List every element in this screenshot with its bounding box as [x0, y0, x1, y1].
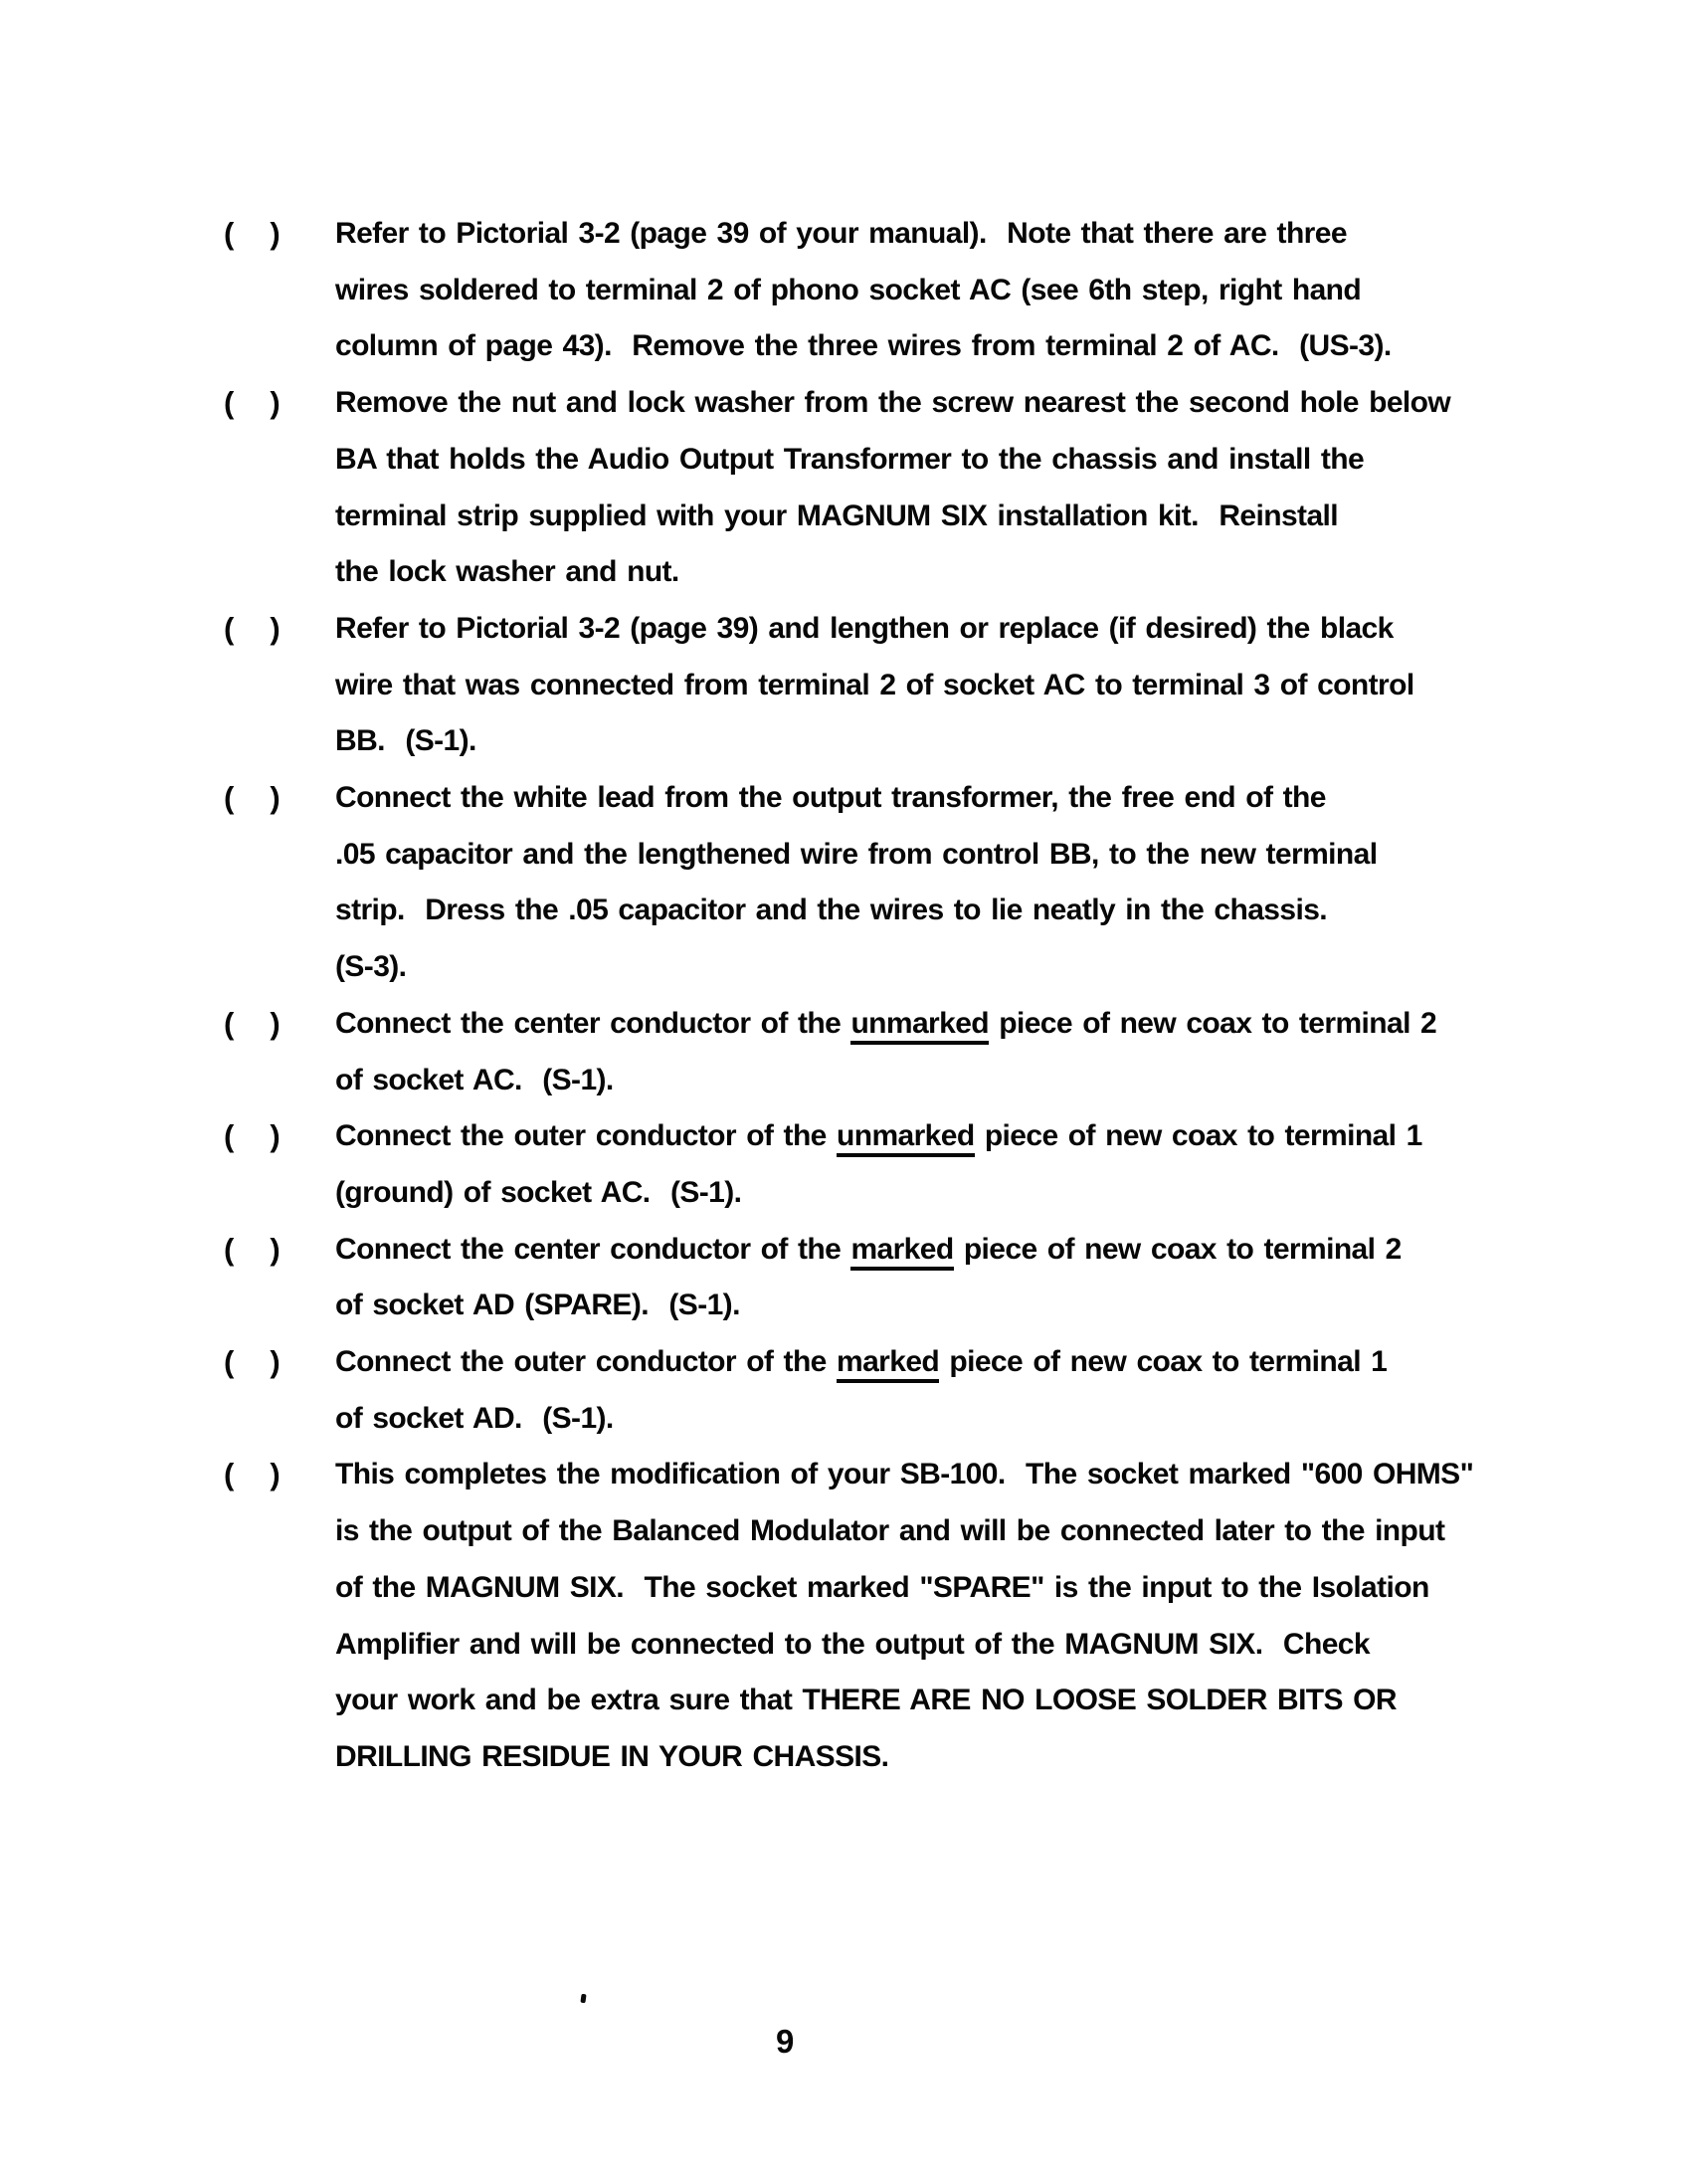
text-line [335, 770, 1577, 827]
text-segment: Remove the nut and lock washer from the screw nearest the second hole below [335, 386, 1451, 420]
text-line [335, 883, 1577, 939]
text-line [335, 827, 1577, 884]
text-line [335, 1278, 1577, 1334]
text-line [335, 1108, 1577, 1165]
underlined-word: unmarked [850, 1007, 989, 1045]
checkbox-blank [224, 1447, 335, 1503]
text-line [335, 375, 1577, 432]
text-line [335, 601, 1577, 658]
text-line [335, 489, 1577, 545]
text-segment: piece of new coax to terminal 1 [939, 1345, 1388, 1379]
text-line [335, 1729, 1577, 1786]
text-line [335, 1334, 1577, 1391]
text-segment: terminal strip supplied with your MAGNUM SIX installation kit. Reinstall [335, 498, 1338, 532]
checklist-step [224, 996, 1577, 1108]
checkbox-gap [234, 1108, 270, 1165]
text-line [335, 432, 1577, 489]
underlined-word: unmarked [837, 1119, 975, 1157]
step-text [335, 1447, 1577, 1785]
open-paren: ( [224, 1231, 235, 1267]
text-segment: BB. (S-1). [335, 724, 476, 758]
checklist-step [224, 1222, 1577, 1334]
text-segment: Connect the center conductor of the [335, 1006, 851, 1040]
checkbox-blank [224, 1108, 335, 1165]
text-segment: DRILLING RESIDUE IN YOUR CHASSIS. [335, 1739, 889, 1773]
text-segment: the lock washer and nut. [335, 555, 679, 589]
checklist-step [224, 1334, 1577, 1447]
text-segment: Refer to Pictorial 3-2 (page 39 of your manual). Note that there are three [335, 217, 1347, 250]
step-text [335, 770, 1577, 996]
open-paren: ( [224, 780, 235, 816]
checkbox-blank [224, 1334, 335, 1391]
open-paren: ( [224, 1005, 235, 1041]
close-paren: ) [270, 610, 281, 646]
page-number: 9 [776, 2023, 795, 2060]
checklist-step [224, 1447, 1577, 1785]
checkbox-gap [234, 206, 270, 263]
open-paren: ( [224, 1118, 235, 1154]
text-segment: Connect the white lead from the output transformer, the free end of the [335, 781, 1326, 815]
close-paren: ) [270, 780, 281, 816]
step-text [335, 1108, 1577, 1221]
checklist-step [224, 770, 1577, 996]
step-text [335, 375, 1577, 601]
close-paren: ) [270, 1118, 281, 1154]
step-text [335, 601, 1577, 770]
text-segment: BA that holds the Audio Output Transformer to the chassis and install the [335, 442, 1365, 476]
text-segment: Connect the center conductor of the [335, 1232, 851, 1266]
open-paren: ( [224, 1344, 235, 1380]
open-paren: ( [224, 216, 235, 251]
text-segment: .05 capacitor and the lengthened wire from control BB, to the new terminal [335, 837, 1378, 871]
checkbox-gap [234, 601, 270, 658]
checklist-steps [224, 206, 1577, 1786]
text-segment: of socket AD. (S-1). [335, 1401, 614, 1435]
text-line [335, 263, 1577, 319]
checkbox-gap [234, 1334, 270, 1391]
underlined-word: marked [837, 1345, 939, 1383]
open-paren: ( [224, 1457, 235, 1492]
checklist-step [224, 601, 1577, 770]
close-paren: ) [270, 216, 281, 251]
step-text [335, 1222, 1577, 1334]
text-line [335, 1447, 1577, 1503]
text-segment: This completes the modification of your SB-100. The socket marked "600 OHMS" [335, 1458, 1474, 1491]
open-paren: ( [224, 385, 235, 421]
text-line [335, 1391, 1577, 1448]
checkbox-blank [224, 1222, 335, 1279]
checkbox-gap [234, 375, 270, 432]
text-line [335, 1673, 1577, 1729]
text-line [335, 658, 1577, 714]
text-line [335, 939, 1577, 996]
text-segment: your work and be extra sure that THERE ARE NO LOOSE SOLDER BITS OR [335, 1684, 1397, 1717]
checklist-step [224, 375, 1577, 601]
text-line [335, 1165, 1577, 1222]
checkbox-blank [224, 601, 335, 658]
checkbox-gap [234, 1222, 270, 1279]
text-segment: of the MAGNUM SIX. The socket marked "SPARE" is the input to the Isolation [335, 1570, 1429, 1604]
checkbox-blank [224, 770, 335, 827]
close-paren: ) [270, 1231, 281, 1267]
text-line [335, 1560, 1577, 1617]
text-segment: (ground) of socket AC. (S-1). [335, 1175, 742, 1209]
text-segment: wires soldered to terminal 2 of phono socket AC (see 6th step, right hand [335, 273, 1362, 306]
text-segment: of socket AD (SPARE). (S-1). [335, 1289, 740, 1322]
text-line [335, 1053, 1577, 1109]
text-segment: Connect the outer conductor of the [335, 1119, 837, 1153]
step-text [335, 206, 1577, 375]
text-line [335, 318, 1577, 375]
close-paren: ) [270, 1457, 281, 1492]
text-segment: Amplifier and will be connected to the output of the MAGNUM SIX. Check [335, 1627, 1370, 1661]
text-segment: (S-3). [335, 950, 407, 984]
open-paren: ( [224, 610, 235, 646]
checkbox-blank [224, 375, 335, 432]
text-segment: Refer to Pictorial 3-2 (page 39) and lengthen or replace (if desired) the black [335, 611, 1394, 645]
text-line [335, 206, 1577, 263]
text-segment: strip. Dress the .05 capacitor and the wires to lie neatly in the chassis. [335, 893, 1328, 927]
text-segment: of socket AC. (S-1). [335, 1063, 614, 1096]
checkbox-blank [224, 996, 335, 1053]
checklist-step [224, 1108, 1577, 1221]
text-segment: piece of new coax to terminal 2 [953, 1232, 1402, 1266]
close-paren: ) [270, 385, 281, 421]
text-segment: column of page 43). Remove the three wires from terminal 2 of AC. (US-3). [335, 329, 1392, 363]
text-line [335, 1617, 1577, 1674]
text-segment: piece of new coax to terminal 2 [989, 1006, 1437, 1040]
text-line [335, 1222, 1577, 1279]
underlined-word: marked [850, 1233, 953, 1271]
text-segment: piece of new coax to terminal 1 [974, 1119, 1422, 1153]
checkbox-gap [234, 1447, 270, 1503]
checkbox-blank [224, 206, 335, 263]
text-line [335, 713, 1577, 770]
scan-speck [580, 1994, 586, 2004]
text-line [335, 996, 1577, 1053]
step-text [335, 996, 1577, 1108]
checklist-step [224, 206, 1577, 375]
checkbox-gap [234, 770, 270, 827]
text-line [335, 1503, 1577, 1560]
close-paren: ) [270, 1005, 281, 1041]
text-line [335, 544, 1577, 601]
text-segment: wire that was connected from terminal 2 of socket AC to terminal 3 of control [335, 668, 1414, 701]
checkbox-gap [234, 996, 270, 1053]
text-segment: is the output of the Balanced Modulator and will be connected later to the input [335, 1514, 1445, 1548]
step-text [335, 1334, 1577, 1447]
close-paren: ) [270, 1344, 281, 1380]
text-segment: Connect the outer conductor of the [335, 1345, 837, 1379]
